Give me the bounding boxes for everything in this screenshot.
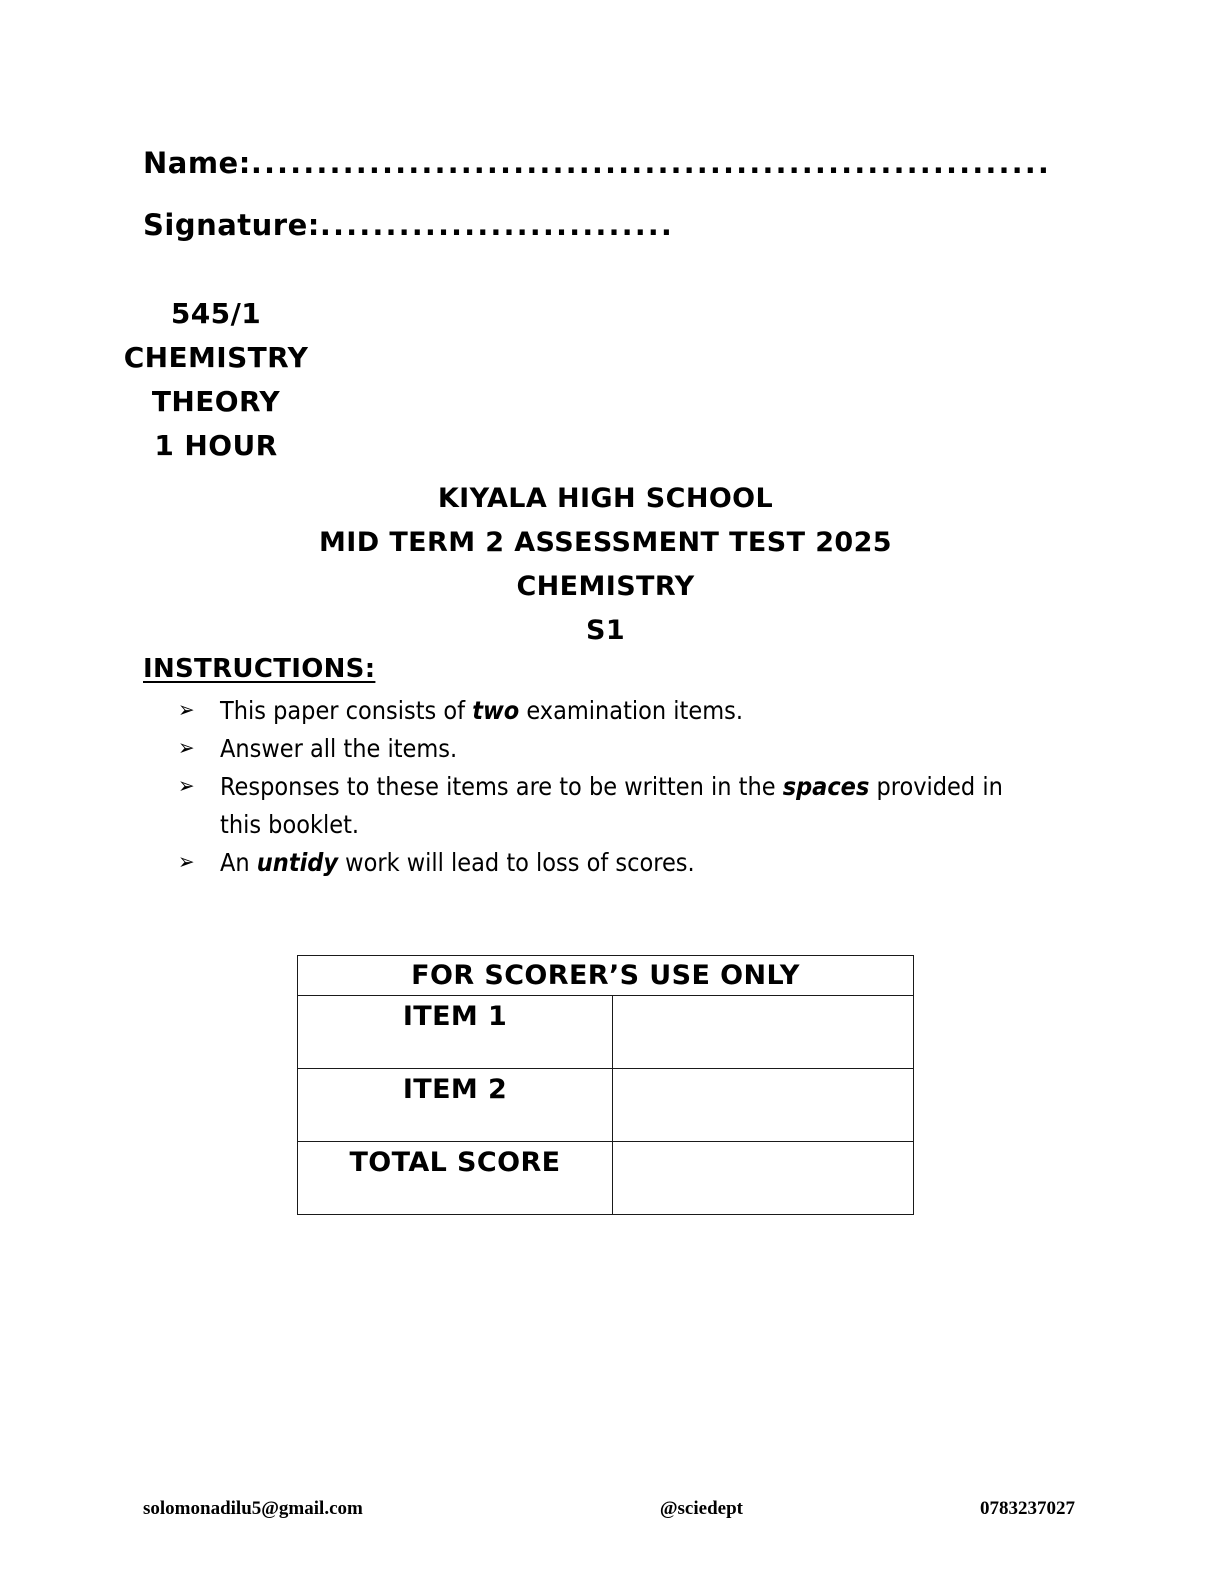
scorer-use-table [297,955,914,1215]
instruction-text-suffix: examination items. [519,696,743,725]
page-footer [143,1498,1075,1520]
school-name: KIYALA HIGH SCHOOL [437,483,774,514]
instructions-heading: INSTRUCTIONS: [143,654,376,684]
instruction-item [143,730,1048,768]
instruction-text-suffix: work will lead to loss of scores. [338,848,695,877]
footer-phone: 0783237027 [980,1498,1075,1519]
footer-handle: @sciedept [659,1498,743,1519]
table-row [298,1142,914,1215]
item-2-label: ITEM 2 [298,1069,613,1142]
name-field-dots[interactable]: ............................................................. [250,146,1051,180]
exam-name: MID TERM 2 ASSESSMENT TEST 2025 [319,527,892,558]
signature-field-line [143,208,674,242]
paper-code-block [118,292,314,468]
instruction-text-prefix: This paper consists of [220,696,473,725]
total-score-label: TOTAL SCORE [298,1142,613,1215]
paper-duration: 1 HOUR [154,429,278,462]
arrow-bullet-icon: ➢ [178,850,195,875]
total-score-cell[interactable] [613,1142,914,1215]
table-row [298,996,914,1069]
instruction-text-suffix: provided in this booklet. [220,772,1003,839]
arrow-bullet-icon: ➢ [178,736,195,761]
exam-subject: CHEMISTRY [516,571,695,602]
instruction-item [143,844,1048,882]
arrow-bullet-icon: ➢ [178,774,195,799]
instruction-text-prefix: Responses to these items are to be written in the [220,772,783,801]
arrow-bullet-icon: ➢ [178,698,195,723]
signature-field-dots[interactable]: ........................... [319,208,675,242]
paper-subject: CHEMISTRY [123,341,309,374]
instruction-text-prefix: Answer all the items. [220,734,458,763]
instruction-text-prefix: An [220,848,257,877]
footer-email: solomonadilu5@gmail.com [143,1498,363,1519]
name-field-label: Name: [143,146,251,180]
instruction-item [143,768,1048,844]
paper-code-number: 545/1 [170,297,262,330]
item-2-score-cell[interactable] [613,1069,914,1142]
item-1-label: ITEM 1 [298,996,613,1069]
signature-field-label: Signature: [143,208,320,242]
table-row [298,1069,914,1142]
instructions-list [143,692,1048,882]
paper-type: THEORY [151,385,281,418]
instruction-text-emphasis: spaces [782,772,870,801]
exam-class: S1 [585,615,626,646]
instruction-text-emphasis: two [472,696,520,725]
table-header-row [298,956,914,996]
scorer-table-header: FOR SCORER’S USE ONLY [298,956,914,996]
item-1-score-cell[interactable] [613,996,914,1069]
instruction-text-emphasis: untidy [256,848,339,877]
exam-title-block [143,477,1068,653]
instruction-item [143,692,1048,730]
name-field-line [143,146,1051,180]
